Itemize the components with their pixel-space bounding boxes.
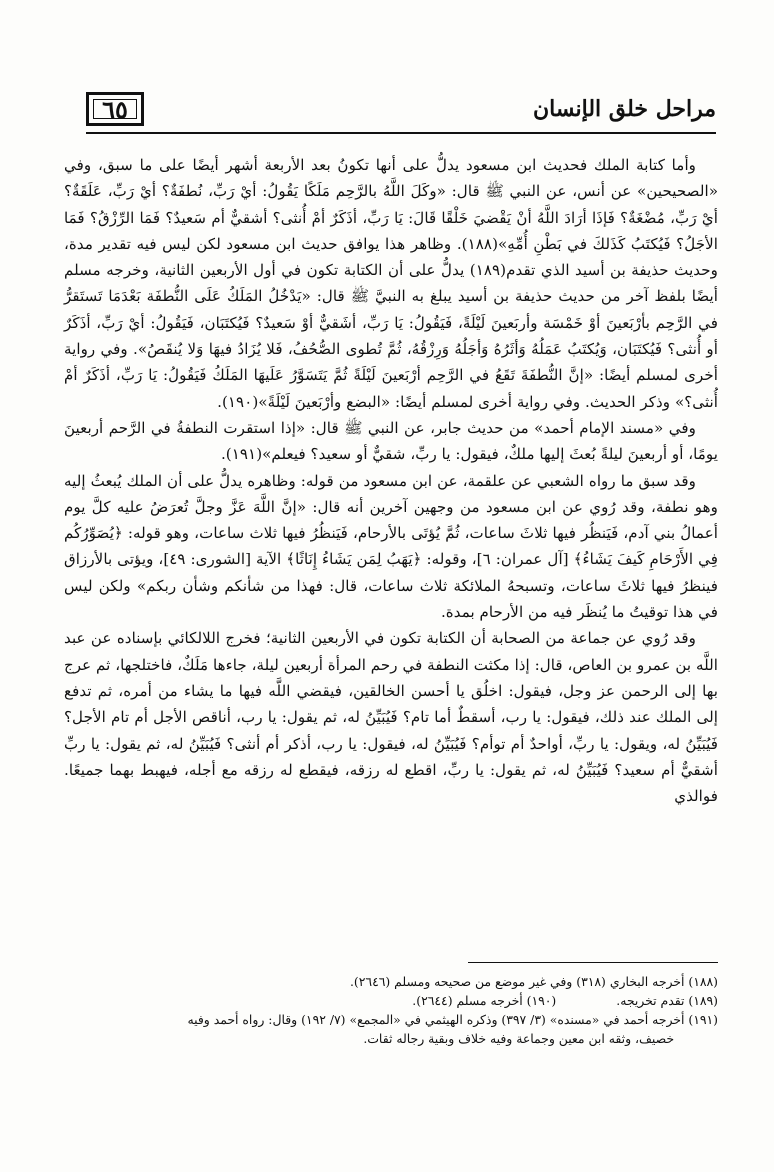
footnote-separator [468,962,718,963]
footnote-row [72,991,718,1010]
running-title: مراحل خلق الإنسان [533,96,716,122]
footnote-191: (١٩١) أخرجه أحمد في «مسنده» (٣/ ٣٩٧) وذكره الهيثمي في «المجمع» (٧/ ١٩٢) وقال: رواه أحمد وفيه [187,1012,718,1027]
paragraph-1: وأما كتابة الملك فحديث ابن مسعود يدلُّ على أنها تكونُ بعد الأربعة أشهر أيضًا على ما سبق، وفي «الصحيحين» عن أنس، عن النبي ﷺ قال: «وكَلَ اللَّهُ بالرَّحِم مَلَكًا يَقُولُ: أيْ رَبِّ، نُطفَةٌ؟ أيْ رَبِّ، عَلَقَةٌ؟ أيْ رَبِّ، مُضْغَةٌ؟ فَإذَا أرَادَ اللَّهُ أنْ يَقْضيَ خَلْقًا قَالَ: يَا رَبِّ، أذَكَرٌ أمْ أُنثى؟ أشقيٌّ أم سَعيدٌ؟ فَمَا الرِّزْقُ؟ فَمَا الأجَلُ؟ فَيُكتَبُ كَذَلكَ في بَطْنِ أُمِّهِ»(١٨٨). وظاهر هذا يوافق حديث ابن مسعود لكن ليس فيه تقدير مدة، وحديث حذيفة بن أسيد الذي تقدم(١٨٩) يدلُّ على أن الكتابة تكون في أول الأربعين الثانية، وخرجه مسلم أيضًا بلفظ آخر من حديث حذيفة بن أسيد يبلغ به النبيَّ ﷺ قال: «يَدْخُلُ المَلَكُ عَلَى النُّطفَة بَعْدَمَا تَستَقرُّ في الرَّحِم بأرْبَعينَ أوْ خَمْسَة وأربَعينَ لَيْلَةً، فَيَقُولُ: يَا رَبِّ، أشَقيٌّ أوْ سَعيدٌ؟ فَيُكتَبَان، فَيَقُولُ: أيْ رَبِّ، أذَكَرٌ أو أُنثى؟ فَيُكتَبَان، وَيُكتَبُ عَمَلُهُ وَأثَرُهُ وَأجَلُهُ وَرِزْقُهُ، ثُمَّ تُطوى الصُّحُفُ، فَلا يُزَادُ فيهَا وَلا يُنقَصُ». وفي رواية أخرى لمسلم أيضًا: «إنَّ النُّطفَةَ تَقَعُ في الرَّحِم أرْبَعينَ لَيْلَةً ثُمَّ يَتَسَوَّرُ عَلَيهَا المَلَكُ فَيَقُولُ: يَا رَبِّ، أذَكَرٌ أمْ أُنثى؟» وذكر الحديث. وفي رواية أخرى لمسلم أيضًا: «البضع وأرْبَعينَ لَيْلَةً»(١٩٠). [64,156,718,411]
footnote-189: (١٨٩) تقدم تخريجه. [616,993,718,1008]
paragraph-3: وقد سبق ما رواه الشعبي عن علقمة، عن ابن مسعود من قوله: وظاهره يدلُّ على أن الملك يُبعثُ إليه وهو نطفة، وقد رُوي عن ابن مسعود من وجهين آخرين أنه قال: «إنَّ اللَّهَ عَزَّ وجلَّ تُعرَضُ عليه كلَّ يوم أعمالُ بني آدم، فَيَنظُر فيها ثلاثَ ساعات، ثُمَّ يُؤتَى بالأرحام، فَيَنظُرُ فيها ثلاث ساعات، وهو قوله: ﴿يُصَوِّرُكُم فِي الأَرْحَامِ كَيفَ يَشَاءُ﴾ [آل عمران: ٦]، وقوله: ﴿يَهَبُ لِمَن يَشَاءُ إِنَاثًا﴾ الآية [الشورى: ٤٩]، ويؤتى بالأرزاق فينظرُ فيها ثلاثَ ساعات، وتسبحهُ الملائكة ثلاث ساعات، قال: فهذا من شأنكم وشأن ربكم» ولكن ليس في هذا توقيتُ ما يُنظَر فيه من الأرحام بمدة. [64,471,719,622]
page-number: ٦٥ [86,92,144,126]
main-text [64,152,718,809]
footnotes [72,972,718,1048]
paragraph-2: وفي «مسند الإمام أحمد» من حديث جابر، عن النبي ﷺ قال: «إذا استقرت النطفةُ في الرَّحم أربعينَ يومًا، أو أربعينَ ليلةً بُعثَ إليها ملكٌ، فيقول: يا ربِّ، شقيٌّ أو سعيد؟ فيعلم»(١٩١). [64,418,718,464]
footnote-188: (١٨٨) أخرجه البخاري (٣١٨) وفي غير موضع من صحيحه ومسلم (٢٦٤٦). [349,974,718,989]
paragraph-4: وقد رُوي عن جماعة من الصحابة أن الكتابة تكون في الأربعين الثانية؛ فخرج اللالكائي بإسناده عن عبد اللَّه بن عمرو بن العاص، قال: إذا مكثت النطفة في رحم المرأة أربعين ليلة، جاءها مَلَكٌ، فاختلجها، ثم عرج بها إلى الرحمن عز وجل، فيقول: اخلُق يا أحسن الخالقين، فيقضي اللَّه فيها ما يشاء من أمره، ثم تدفع إلى الملك عند ذلك، فيقول: يا رب، أسقطٌ أما تام؟ فَيُبَيِّنُ له، ثم يقول: يا رب، أناقص الأجل أم تام الأجل؟ فَيُبَيِّنُ له، ويقول: يا ربِّ، أواحدٌ أم توأم؟ فَيُبَيِّنُ له، فيقول: يا رب، أذكر أم أنثى؟ فَيُبَيِّنُ له، ثم يقول: يا ربِّ أشقيٌّ أم سعيد؟ فَيُبَيِّنُ له، ثم يقول: يا ربِّ، اقطع له رزقه، فيقطع له رزقه مع أجله، فيهبط بهما جميعًا. فوالذي [63,629,718,806]
footnote-190: (١٩٠) أخرجه مسلم (٢٦٤٤). [412,993,557,1008]
page-header [86,92,716,134]
footnote-191-continuation: خصيف، وثقه ابن معين وجماعة وفيه خلاف وبقية رجاله ثقات. [363,1031,674,1046]
